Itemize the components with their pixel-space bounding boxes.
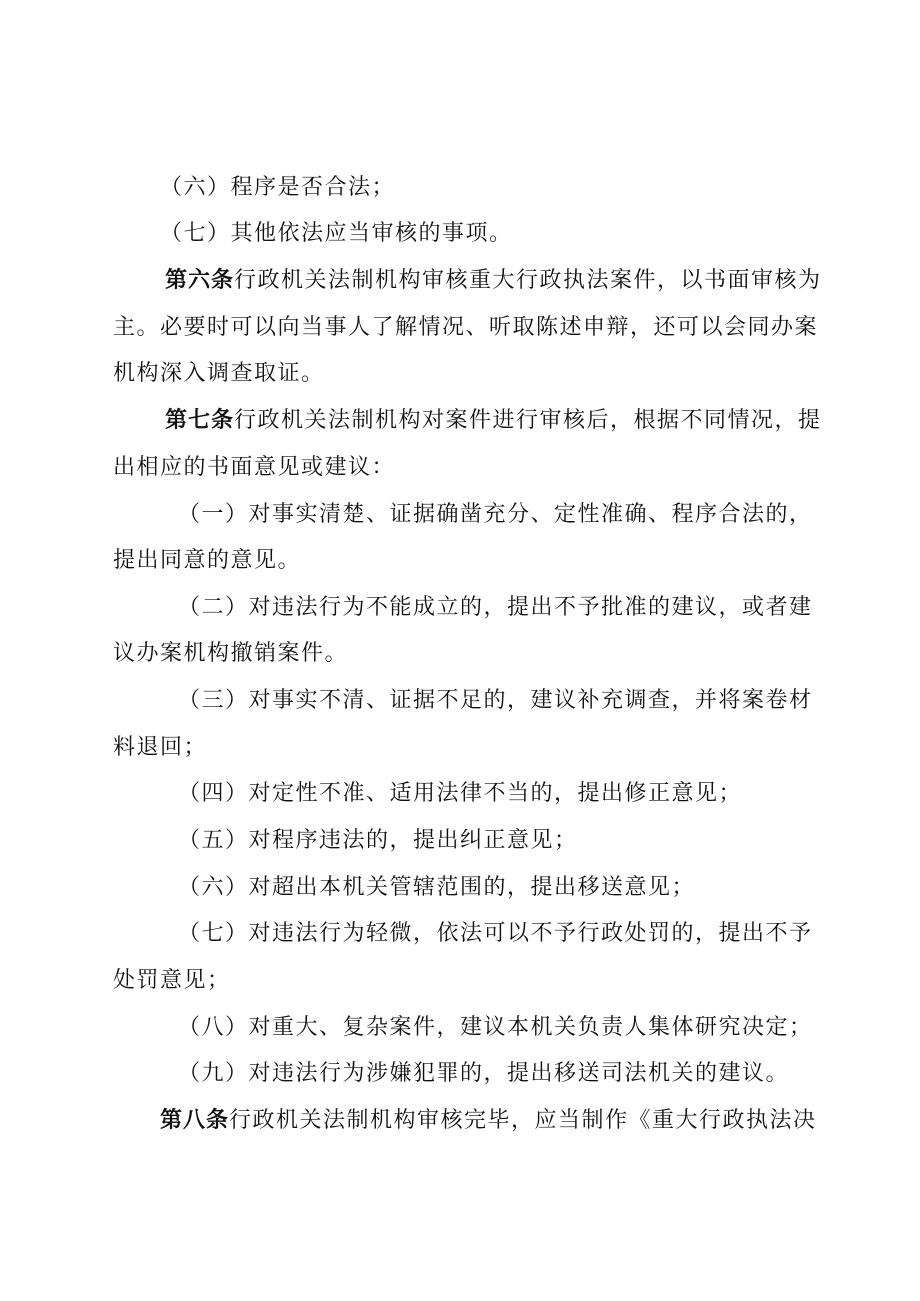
item-3-line-1: （三）对事实不清、证据不足的，建议补充调查，并将案卷材 bbox=[178, 688, 813, 713]
clause-7-review-other: （七）其他依法应当审核的事项。 bbox=[160, 221, 513, 246]
article-8-text: 行政机关法制机构审核完毕，应当制作《重大行政执法决 bbox=[229, 1108, 817, 1133]
article-6-heading: 第六条 bbox=[165, 268, 235, 293]
item-4: （四）对定性不准、适用法律不当的，提出修正意见； bbox=[178, 781, 743, 806]
item-2-line-2: 议办案机构撤销案件。 bbox=[113, 641, 349, 666]
article-8-line-1 bbox=[160, 1106, 817, 1136]
article-7-text: 行政机关法制机构对案件进行审核后，根据不同情况，提 bbox=[234, 408, 822, 433]
article-7-line-2: 出相应的书面意见或建议： bbox=[113, 455, 396, 480]
article-6-line-2: 主。必要时可以向当事人了解情况、听取陈述申辩，还可以会同办案 bbox=[113, 315, 819, 340]
item-1-line-2: 提出同意的意见。 bbox=[113, 548, 302, 573]
article-7-heading: 第七条 bbox=[165, 408, 235, 433]
item-5: （五）对程序违法的，提出纠正意见； bbox=[178, 828, 578, 853]
article-6-text: 行政机关法制机构审核重大行政执法案件，以书面审核为 bbox=[234, 268, 822, 293]
item-8: （八）对重大、复杂案件，建议本机关负责人集体研究决定； bbox=[178, 1015, 813, 1040]
item-2-line-1: （二）对违法行为不能成立的，提出不予批准的建议，或者建 bbox=[178, 595, 813, 620]
article-7-line-1 bbox=[165, 406, 822, 436]
item-6: （六）对超出本机关管辖范围的，提出移送意见； bbox=[178, 875, 696, 900]
article-6-line-3: 机构深入调查取证。 bbox=[113, 361, 325, 386]
item-7-line-1: （七）对违法行为轻微，依法可以不予行政处罚的，提出不予 bbox=[178, 921, 813, 946]
article-8-heading: 第八条 bbox=[160, 1108, 230, 1133]
item-3-line-2: 料退回； bbox=[113, 735, 208, 760]
item-9: （九）对违法行为涉嫌犯罪的，提出移送司法机关的建议。 bbox=[178, 1061, 790, 1086]
item-7-line-2: 处罚意见； bbox=[113, 968, 231, 993]
clause-6-review-procedure: （六）程序是否合法； bbox=[160, 175, 396, 200]
article-6-line-1 bbox=[165, 266, 822, 296]
item-1-line-1: （一）对事实清楚、证据确凿充分、定性准确、程序合法的， bbox=[178, 502, 813, 527]
